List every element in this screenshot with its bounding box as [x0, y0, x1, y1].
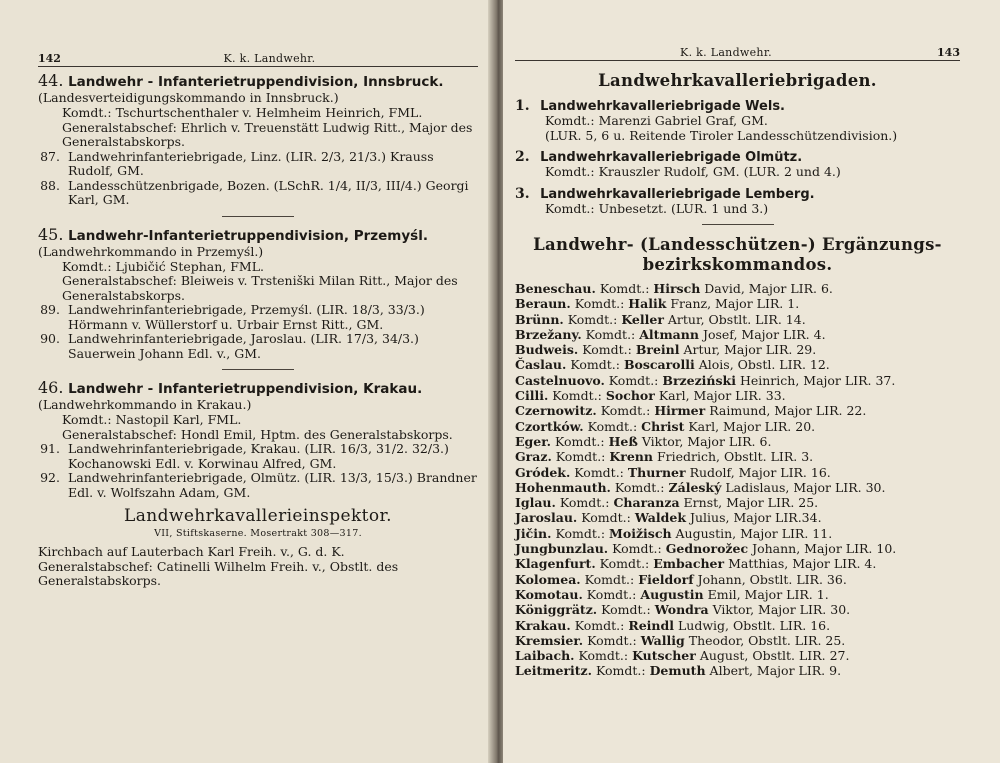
commander-details: Albert, Major LIR. 9.	[709, 663, 842, 679]
komdt-label: Komdt.:	[586, 586, 637, 602]
district-place: Jičin.	[515, 525, 552, 541]
brigade-entry	[38, 179, 478, 208]
right-running-title: K. k. Landwehr.	[680, 46, 772, 59]
komdt-label: Komdt.:	[559, 495, 610, 511]
commander-surname: Heß	[608, 433, 638, 449]
district-place: Kolomea.	[515, 571, 581, 587]
brigade-text: Landwehrinfanteriebrigade, Linz. (LIR. 2/3, 21/3.) Krauss Rudolf, GM.	[68, 148, 434, 178]
district-entry	[515, 449, 960, 464]
district-place: Komotau.	[515, 586, 583, 602]
komdt-label: Komdt.:	[570, 357, 620, 373]
brigade-text: Landwehrinfanteriebrigade, Olmütz. (LIR. 13/3, 15/3.) Brandner Edl. v. Wolfszahn Adam, GM.	[68, 470, 477, 500]
commander-details: Artur, Major LIR. 29.	[683, 342, 817, 358]
district-place: Leitmeritz.	[515, 663, 593, 679]
commander-surname: Krenn	[609, 449, 653, 465]
division-chief-of-staff: Generalstabschef: Bleiweis v. Trsteniški Milan Ritt., Major des Generalstabskorps.	[62, 273, 458, 303]
district-entry	[515, 373, 960, 388]
brigade-text: Landwehrinfanteriebrigade, Krakau. (LIR. 16/3, 31/2. 32/3.) Kochanowski Edl. v. Korwinau Alfred, GM.	[68, 441, 449, 471]
left-page	[0, 0, 492, 763]
commander-surname: Halik	[628, 296, 667, 312]
district-entry	[515, 541, 960, 556]
district-entry	[515, 648, 960, 663]
komdt-label: Komdt.:	[599, 556, 650, 572]
commander-details: Friedrich, Obstlt. LIR. 3.	[656, 449, 814, 465]
division-subtitle: (Landwehrkommando in Przemyśl.)	[38, 243, 264, 259]
district-place: Graz.	[515, 449, 552, 465]
district-entry	[515, 342, 960, 357]
brigade-entry	[38, 442, 478, 471]
division-title: Landwehr-Infanterietruppendivision, Przemyśl.	[68, 227, 428, 244]
division-commander: Komdt.: Ljubičić Stephan, FML.	[62, 258, 264, 274]
komdt-label: Komdt.:	[584, 571, 635, 587]
commander-details: Rudolf, Major LIR. 16.	[689, 464, 831, 480]
commander-surname: Thurner	[627, 464, 686, 480]
cavalry-brigade-heading	[515, 186, 960, 202]
supplementary-heading-line-1: Landwehr- (Landesschützen-) Ergänzungs-	[533, 235, 942, 254]
district-entry	[515, 526, 960, 541]
division-title: Landwehr - Infanterietruppendivision, Innsbruck.	[68, 74, 444, 90]
commander-details: Viktor, Major LIR. 30.	[712, 602, 851, 618]
right-page-number: 143	[937, 46, 960, 59]
supplementary-heading-line-2: bezirkskommandos.	[642, 255, 833, 274]
district-entry	[515, 465, 960, 480]
commander-details: Josef, Major LIR. 4.	[702, 326, 826, 342]
commander-details: Karl, Major LIR. 33.	[658, 388, 786, 404]
division-commander: Komdt.: Nastopil Karl, FML.	[62, 412, 242, 427]
cavalry-brigade-line: Komdt.: Unbesetzt. (LUR. 1 und 3.)	[545, 200, 769, 216]
komdt-label: Komdt.:	[608, 372, 659, 388]
komdt-label: Komdt.:	[600, 403, 651, 419]
district-entry	[515, 556, 960, 571]
inspector-commander: Kirchbach auf Lauterbach Karl Freih. v., G. d. K.	[38, 544, 345, 559]
komdt-label: Komdt.:	[585, 326, 636, 342]
brigade-number: 90.	[40, 331, 60, 346]
commander-surname: Kutscher	[632, 648, 696, 664]
commander-details: Matthias, Major LIR. 4.	[728, 556, 877, 572]
division-number: 46.	[38, 378, 64, 397]
komdt-label: Komdt.:	[581, 510, 631, 526]
komdt-label: Komdt.:	[555, 433, 605, 449]
commander-surname: Reindl	[628, 617, 674, 633]
district-place: Beraun.	[515, 296, 571, 312]
komdt-label: Komdt.:	[596, 663, 646, 679]
district-place: Iglau.	[515, 495, 556, 511]
brigade-number: 92.	[40, 470, 60, 485]
district-place: Jaroslau.	[515, 510, 578, 526]
commander-surname: Waldek	[634, 510, 686, 526]
division-number: 45.	[38, 224, 64, 244]
cavalry-brigade-line: Komdt.: Krauszler Rudolf, GM. (LUR. 2 und 4.)	[545, 164, 841, 179]
inspector-heading: Landwehrkavallerieinspektor.	[124, 506, 392, 526]
division-44	[38, 73, 478, 208]
commander-details: Franz, Major LIR. 1.	[670, 296, 800, 312]
commander-surname: Boscarolli	[623, 357, 695, 373]
brigade-entry	[38, 471, 478, 500]
commander-details: Raimund, Major LIR. 22.	[709, 403, 867, 419]
commander-details: Theodor, Obstlt. LIR. 25.	[688, 632, 846, 648]
commander-surname: Christ	[641, 418, 685, 434]
division-number: 44.	[38, 71, 64, 90]
cavalry-brigade-title: Landwehrkavalleriebrigade Wels.	[540, 99, 785, 114]
district-place: Czortków.	[515, 418, 584, 434]
cavalry-brigade-line: (LUR. 5, 6 u. Reitende Tiroler Landesschützendivision.)	[545, 127, 898, 143]
commander-details: Johann, Major LIR. 10.	[752, 541, 897, 557]
cavalry-brigade-1	[515, 98, 960, 143]
district-entry	[515, 281, 960, 296]
district-entry	[515, 388, 960, 403]
division-chief-of-staff: Generalstabschef: Hondl Emil, Hptm. des Generalstabskorps.	[62, 426, 453, 442]
district-command-list	[515, 281, 960, 679]
komdt-label: Komdt.:	[587, 418, 638, 434]
district-place: Brzežany.	[515, 326, 582, 342]
commander-surname: Brzeziński	[662, 372, 736, 388]
komdt-label: Komdt.:	[582, 342, 632, 358]
district-entry	[515, 480, 960, 495]
komdt-label: Komdt.:	[574, 464, 624, 480]
district-entry	[515, 296, 960, 311]
commander-details: Viktor, Major LIR. 6.	[641, 433, 772, 449]
commander-surname: Hirmer	[654, 403, 706, 419]
komdt-label: Komdt.:	[555, 449, 606, 465]
brigade-entry	[38, 303, 478, 332]
district-entry	[515, 618, 960, 633]
commander-surname: Fieldorf	[638, 571, 694, 587]
district-entry	[515, 510, 960, 525]
supplementary-commands-heading	[515, 235, 960, 275]
section-divider	[222, 216, 294, 217]
commander-details: Julius, Major LIR.34.	[689, 510, 822, 526]
commander-surname: Charanza	[613, 495, 680, 511]
district-place: Časlau.	[515, 357, 567, 373]
district-entry	[515, 663, 960, 678]
left-page-number: 142	[38, 52, 61, 65]
district-place: Eger.	[515, 433, 552, 449]
commander-surname: Embacher	[653, 556, 725, 572]
commander-surname: Breinl	[635, 342, 680, 358]
commander-surname: Demuth	[649, 663, 706, 679]
brigade-entry	[38, 150, 478, 179]
district-place: Kremsier.	[515, 632, 584, 648]
commander-surname: Moižisch	[609, 525, 672, 541]
district-entry	[515, 419, 960, 434]
commander-details: Alois, Obstl. LIR. 12.	[698, 357, 830, 373]
inspector-address: VII, Stiftskaserne. Mosertrakt 308—317.	[154, 528, 362, 539]
division-heading	[38, 224, 478, 260]
right-page	[503, 0, 1000, 763]
commander-surname: Keller	[621, 311, 664, 327]
cavalry-brigade-number: 2.	[515, 149, 530, 165]
commander-details: Augustin, Major LIR. 11.	[675, 525, 833, 541]
cavalry-brigade-number: 1.	[515, 98, 530, 114]
komdt-label: Komdt.:	[612, 541, 662, 557]
district-entry	[515, 403, 960, 418]
division-46	[38, 380, 478, 500]
brigade-text: Landwehrinfanteriebrigade, Przemyśl. (LIR. 18/3, 33/3.) Hörmann v. Wüllerstorf u. Urbair Ernst Ritt., GM.	[68, 302, 425, 332]
commander-surname: Wondra	[654, 602, 709, 618]
komdt-label: Komdt.:	[552, 388, 602, 404]
district-entry	[515, 587, 960, 602]
district-place: Cilli.	[515, 388, 549, 404]
komdt-label: Komdt.:	[574, 617, 625, 633]
district-place: Klagenfurt.	[515, 556, 596, 572]
cavalry-brigade-heading	[515, 98, 960, 114]
commander-surname: Augustin	[640, 586, 704, 602]
left-running-head	[38, 52, 478, 67]
commander-details: Karl, Major LIR. 20.	[688, 418, 816, 434]
komdt-label: Komdt.:	[614, 479, 665, 495]
commander-details: Artur, Obstlt. LIR. 14.	[667, 311, 806, 327]
commander-surname: Wallig	[640, 632, 685, 648]
commander-surname: Sochor	[605, 388, 655, 404]
section-divider	[702, 224, 774, 225]
inspector-chief-of-staff: Generalstabschef: Catinelli Wilhelm Freih. v., Obstlt. des Generalstabskorps.	[38, 558, 399, 588]
brigade-number: 89.	[40, 302, 60, 317]
cavalry-brigade-title: Landwehrkavalleriebrigade Olmütz.	[540, 150, 803, 165]
komdt-label: Komdt.:	[599, 281, 650, 296]
commander-surname: Záleský	[668, 479, 722, 495]
komdt-label: Komdt.:	[555, 525, 606, 541]
district-entry	[515, 495, 960, 510]
district-entry	[515, 357, 960, 372]
cavalry-brigade-title: Landwehrkavalleriebrigade Lemberg.	[540, 186, 815, 202]
district-place: Laibach.	[515, 648, 575, 664]
district-entry	[515, 312, 960, 327]
right-running-head	[515, 46, 960, 61]
cavalry-brigade-line: Komdt.: Marenzi Gabriel Graf, GM.	[545, 113, 768, 128]
brigade-text: Landesschützenbrigade, Bozen. (LSchR. 1/4, II/3, III/4.) Georgi Karl, GM.	[68, 177, 469, 207]
brigade-text: Landwehrinfanteriebrigade, Jaroslau. (LIR. 17/3, 34/3.) Sauerwein Johann Edl. v., GM.	[68, 331, 419, 361]
commander-surname: Hirsch	[653, 281, 701, 296]
commander-details: Johann, Obstlt. LIR. 36.	[697, 571, 847, 587]
brigade-number: 87.	[40, 148, 60, 164]
district-place: Czernowitz.	[515, 403, 597, 419]
cavalry-brigade-number: 3.	[515, 185, 530, 202]
district-place: Königgrätz.	[515, 602, 598, 618]
komdt-label: Komdt.:	[567, 311, 618, 327]
section-divider	[222, 369, 294, 370]
cavalry-brigade-2	[515, 149, 960, 180]
division-subtitle: (Landesverteidigungskommando in Innsbruck.)	[38, 90, 339, 105]
komdt-label: Komdt.:	[587, 632, 637, 648]
left-running-title: K. k. Landwehr.	[223, 52, 316, 65]
commander-details: David, Major LIR. 6.	[704, 281, 833, 296]
commander-details: Heinrich, Major LIR. 37.	[739, 372, 896, 388]
district-place: Beneschau.	[515, 281, 596, 296]
komdt-label: Komdt.:	[574, 296, 625, 312]
district-place: Brünn.	[515, 311, 564, 327]
district-place: Castelnuovo.	[515, 372, 605, 388]
district-place: Gródek.	[515, 464, 571, 480]
division-title: Landwehr - Infanterietruppendivision, Krakau.	[68, 381, 423, 397]
district-entry	[515, 434, 960, 449]
cavalry-brigade-heading	[515, 149, 960, 165]
commander-details: Ernst, Major LIR. 25.	[683, 495, 819, 511]
division-subtitle: (Landwehrkommando in Krakau.)	[38, 397, 252, 412]
division-commander: Komdt.: Tschurtschenthaler v. Helmheim Heinrich, FML.	[62, 105, 423, 120]
district-entry	[515, 572, 960, 587]
division-heading	[38, 380, 478, 413]
commander-details: Ludwig, Obstlt. LIR. 16.	[677, 617, 831, 633]
brigade-number: 88.	[40, 177, 60, 193]
commander-details: Ladislaus, Major LIR. 30.	[725, 479, 886, 495]
komdt-label: Komdt.:	[601, 602, 651, 618]
district-place: Jungbunzlau.	[515, 541, 609, 557]
brigade-number: 91.	[40, 441, 60, 456]
division-heading	[38, 73, 478, 106]
district-place: Krakau.	[515, 617, 571, 633]
commander-details: August, Obstlt. LIR. 27.	[699, 648, 850, 664]
commander-surname: Gednorožec	[665, 541, 749, 557]
district-entry	[515, 633, 960, 648]
division-45	[38, 224, 478, 362]
district-entry	[515, 327, 960, 342]
cavalry-brigade-3	[515, 186, 960, 217]
komdt-label: Komdt.:	[578, 648, 629, 664]
commander-surname: Altmann	[639, 326, 699, 342]
district-place: Hohenmauth.	[515, 479, 611, 495]
district-place: Budweis.	[515, 342, 579, 358]
division-chief-of-staff: Generalstabschef: Ehrlich v. Treuenstätt Ludwig Ritt., Major des Generalstabskorps.	[62, 119, 473, 149]
district-entry	[515, 602, 960, 617]
cavalry-brigades-heading: Landwehrkavalleriebrigaden.	[598, 71, 877, 90]
commander-details: Emil, Major LIR. 1.	[707, 586, 829, 602]
brigade-entry	[38, 332, 478, 361]
